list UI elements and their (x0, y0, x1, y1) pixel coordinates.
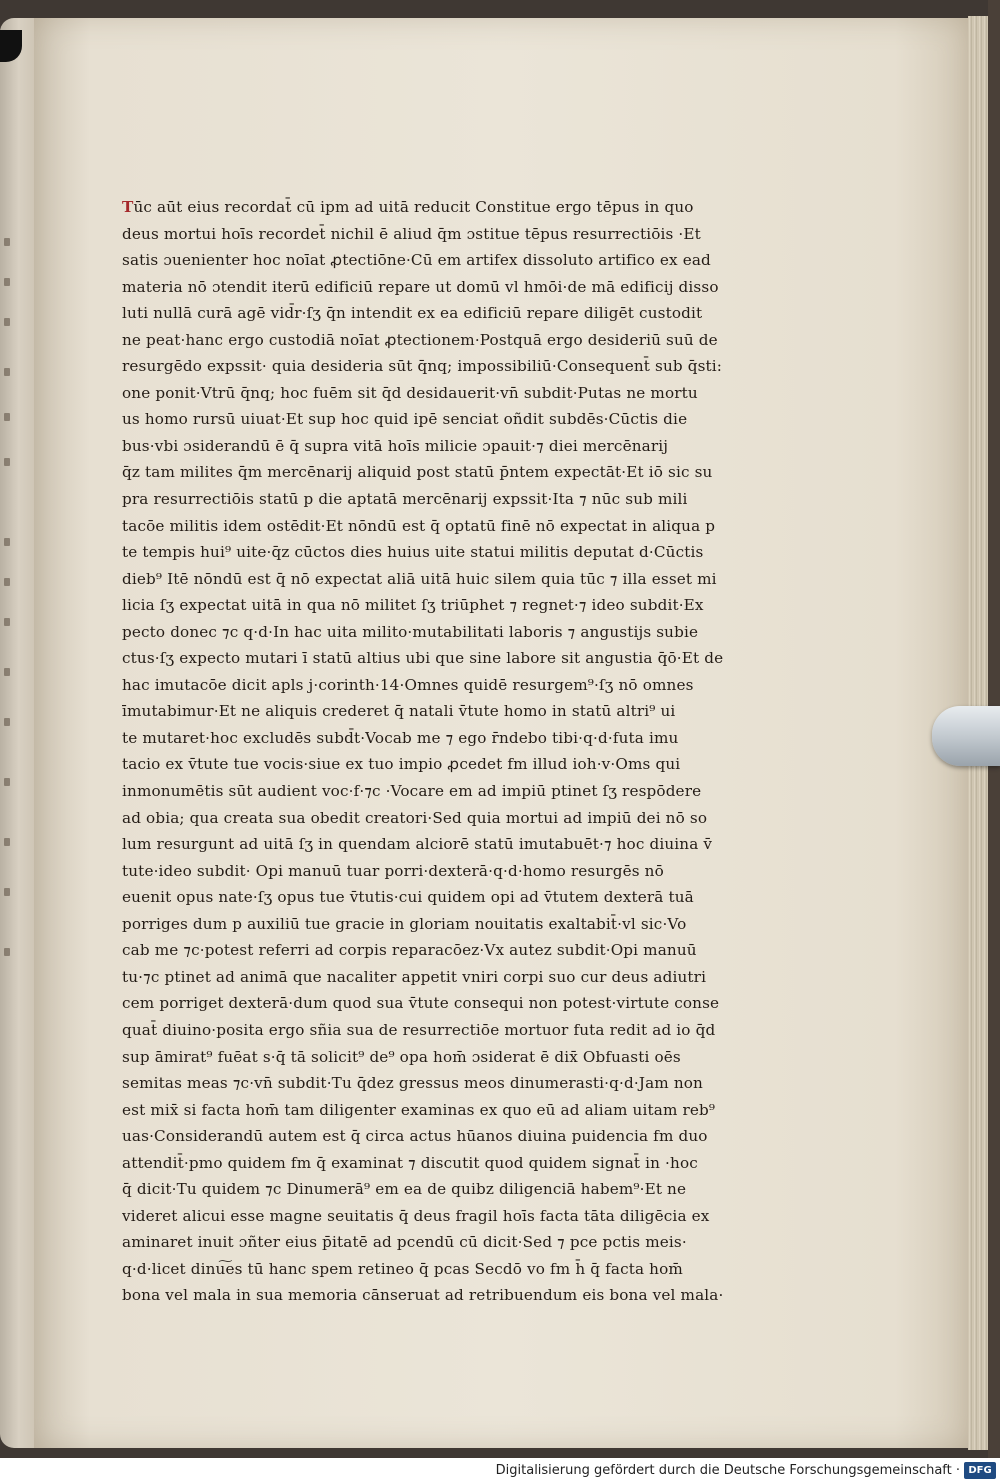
text-line: us homo rursū uiuat·Et sup hoc quid ipē senciat oñdit subdēs·Cūctis die (122, 410, 688, 429)
ink-mark (4, 278, 10, 286)
footer-credit: Digitalisierung gefördert durch die Deutsche Forschungsgemeinschaft · (495, 1463, 960, 1478)
text-line: tacōe militis idem ostēdit·Et nōndū est q̄ optatū finē nō expectat in aliqua p (122, 516, 716, 535)
text-line: luti nullā curā agē vid̄r·ſʒ q̄n intendit ex ea edificiū repare diligēt custodit (122, 304, 703, 323)
ink-mark (4, 238, 10, 246)
text-line: tute·ideo subdit· Opi manuū tuar porri·dexterā·q·d·homo resurgēs nō (122, 861, 664, 880)
page-clip (932, 706, 1000, 766)
text-line: q̄ dicit·Tu quidem ⁊c Dinumerā⁹ em ea de quibz diligenciā habem⁹·Et ne (122, 1180, 687, 1199)
text-line: aminaret inuit ɔñter eius p̄itatē ad pcendū cū dicit·Sed ⁊ pce pctis meis· (122, 1233, 687, 1252)
text-line: euenit opus nate·ſʒ opus tue v̄tutis·cui quidem opi ad v̄tutem dexterā tuā (122, 888, 694, 907)
text-line: bus·vbi ɔsiderandū ē q̄ supra vitā hoīs milicie ɔpauit·⁊ diei mercēnarij (122, 436, 669, 455)
text-line: sup āmirat⁹ fuēat s·q̄ tā solicit⁹ de⁹ opa hom̄ ɔsiderat ē dix̄ Obfuasti oēs (122, 1047, 681, 1066)
text-line: q̄z tam milites q̄m mercēnarij aliquid post statū p̄ntem expectāt·Et iō sic su (122, 463, 713, 482)
ink-mark (4, 368, 10, 376)
text-line: te mutaret·hoc excludēs subd̄t·Vocab me ⁊ ego r̄ndebo tibi·q·d·futa imu (122, 728, 679, 747)
text-line: porriges dum p auxiliū tue gracie in gloriam nouitatis exaltabit̄·vl sic·Vo (122, 914, 687, 933)
text-line: ad obia; qua creata sua obedit creatori·Sed quia mortui ad impiū dei nō so (122, 808, 708, 827)
dfg-logo-icon: DFG (964, 1462, 996, 1479)
ink-mark (4, 538, 10, 546)
rubric-initial: T (122, 198, 134, 216)
text-line: dieb⁹ Itē nōndū est q̄ nō expectat aliā uitā huic silem quia tūc ⁊ illa esset mi (122, 569, 717, 588)
text-line: tacio ex v̄tute tue vocis·siue ex tuo impio ꝓcedet fm illud ioh·v·Oms qui (122, 755, 681, 774)
text-line: quat̄ diuino·posita ergo sñia sua de resurrectiōe mortuor futa redit ad io q̄d (122, 1020, 716, 1039)
text-line: materia nō ɔtendit iterū edificiū repare ut domū vl hmōi·de mā edificij disso (122, 277, 719, 296)
ink-mark (4, 578, 10, 586)
ink-mark (4, 318, 10, 326)
text-line: uas·Considerandū autem est q̄ circa actus hūanos diuina puidencia fm duo (122, 1127, 708, 1146)
text-line: īmutabimur·Et ne aliquis crederet q̄ natali v̄tute homo in statū altri⁹ ui (122, 702, 676, 721)
ink-mark (4, 948, 10, 956)
text-line: deus mortui hoīs recordet̄ nichil ē aliud q̄m ɔstitue tēpus resurrectiōis ·Et (122, 224, 701, 243)
text-line: tu·⁊c ptinet ad animā que nacaliter appetit vniri corpi suo cur deus adiutri (122, 967, 707, 986)
ink-mark (4, 778, 10, 786)
text-line: pra resurrectiōis statū p die aptatā mercēnarij expssit·Ita ⁊ nūc sub mili (122, 490, 688, 509)
ink-mark (4, 838, 10, 846)
text-line: semitas meas ⁊c·vn̄ subdit·Tu q̄dez gressus meos dinumerasti·q·d·Jam non (122, 1074, 703, 1093)
ink-mark (4, 888, 10, 896)
text-line: ctus·ſʒ expecto mutari ī statū altius ubi que sine labore sit angustia q̄ō·Et de (122, 649, 724, 668)
ink-mark (4, 618, 10, 626)
ink-mark (4, 668, 10, 676)
ink-mark (4, 458, 10, 466)
text-line: pecto donec ⁊c q·d·In hac uita milito·mutabilitati laboris ⁊ angustijs subie (122, 622, 699, 641)
text-line: hac imutacōe dicit apls j·corinth·14·Omnes quidē resurgem⁹·ſʒ nō omnes (122, 675, 694, 694)
text-line: te tempis hui⁹ uite·q̄z cūctos dies huius uite statui militis deputat d·Cūctis (122, 543, 704, 562)
text-line: q·d·licet dinu͠es tū hanc spem retineo q̄ pcas Secdō vo fm h̄ q̄ facta hom̄ (122, 1259, 683, 1278)
text-line: videret alicui esse magne seuitatis q̄ deus fragil hoīs facta tāta diligēcia ex (122, 1206, 710, 1225)
ink-mark (4, 718, 10, 726)
text-line: inmonumētis sūt audient voc·f·⁊c ·Vocare em ad impiū ptinet ſʒ respōdere (122, 782, 702, 801)
text-line: resurgēdo expssit· quia desideria sūt q̄nq; impossibiliū·Consequent̄ sub q̄sti: (122, 357, 723, 376)
footer-bar (0, 1458, 1000, 1484)
ink-mark (4, 413, 10, 421)
text-line: one ponit·Vtrū q̄nq; hoc fuēm sit q̄d desidauerit·vn̄ subdit·Putas ne mortu (122, 383, 698, 402)
text-line: Tūc aūt eius recordat̄ cū ipm ad uitā reducit Constitue ergo tēpus in quo (122, 198, 694, 216)
left-page-edge (0, 18, 34, 1448)
text-line: bona vel mala in sua memoria cānseruat ad retribuendum eis bona vel mala· (122, 1286, 724, 1305)
text-line: licia ſʒ expectat uitā in qua nō militet ſʒ triūphet ⁊ regnet·⁊ ideo subdit·Ex (122, 596, 704, 615)
text-line: est mix̄ si facta hom̄ tam diligenter examinas ex quo eū ad aliam uitam reb⁹ (122, 1100, 716, 1119)
text-line: attendit̄·pmo quidem fm q̄ examinat ⁊ discutit quod quidem signat̄ in ·hoc (122, 1153, 698, 1172)
text-line: lum resurgunt ad uitā ſʒ in quendam alciorē statū imutabuēt·⁊ hoc diuina v̄ (122, 835, 713, 854)
text-line: ne peat·hanc ergo custodiā noīat ꝓtectionem·Postquā ergo desideriū suū de (122, 330, 718, 349)
text-block (122, 194, 772, 1309)
text-line: satis ɔuenienter hoc noīat ꝓtectiōne·Cū em artifex dissoluto artifico ex ead (122, 251, 711, 270)
text-line: cem porriget dexterā·dum quod sua v̄tute consequi non potest·virtute conse (122, 994, 720, 1013)
text-line: cab me ⁊c·potest referri ad corpis reparacōez·Vx autez subdit·Opi manuū (122, 941, 697, 960)
